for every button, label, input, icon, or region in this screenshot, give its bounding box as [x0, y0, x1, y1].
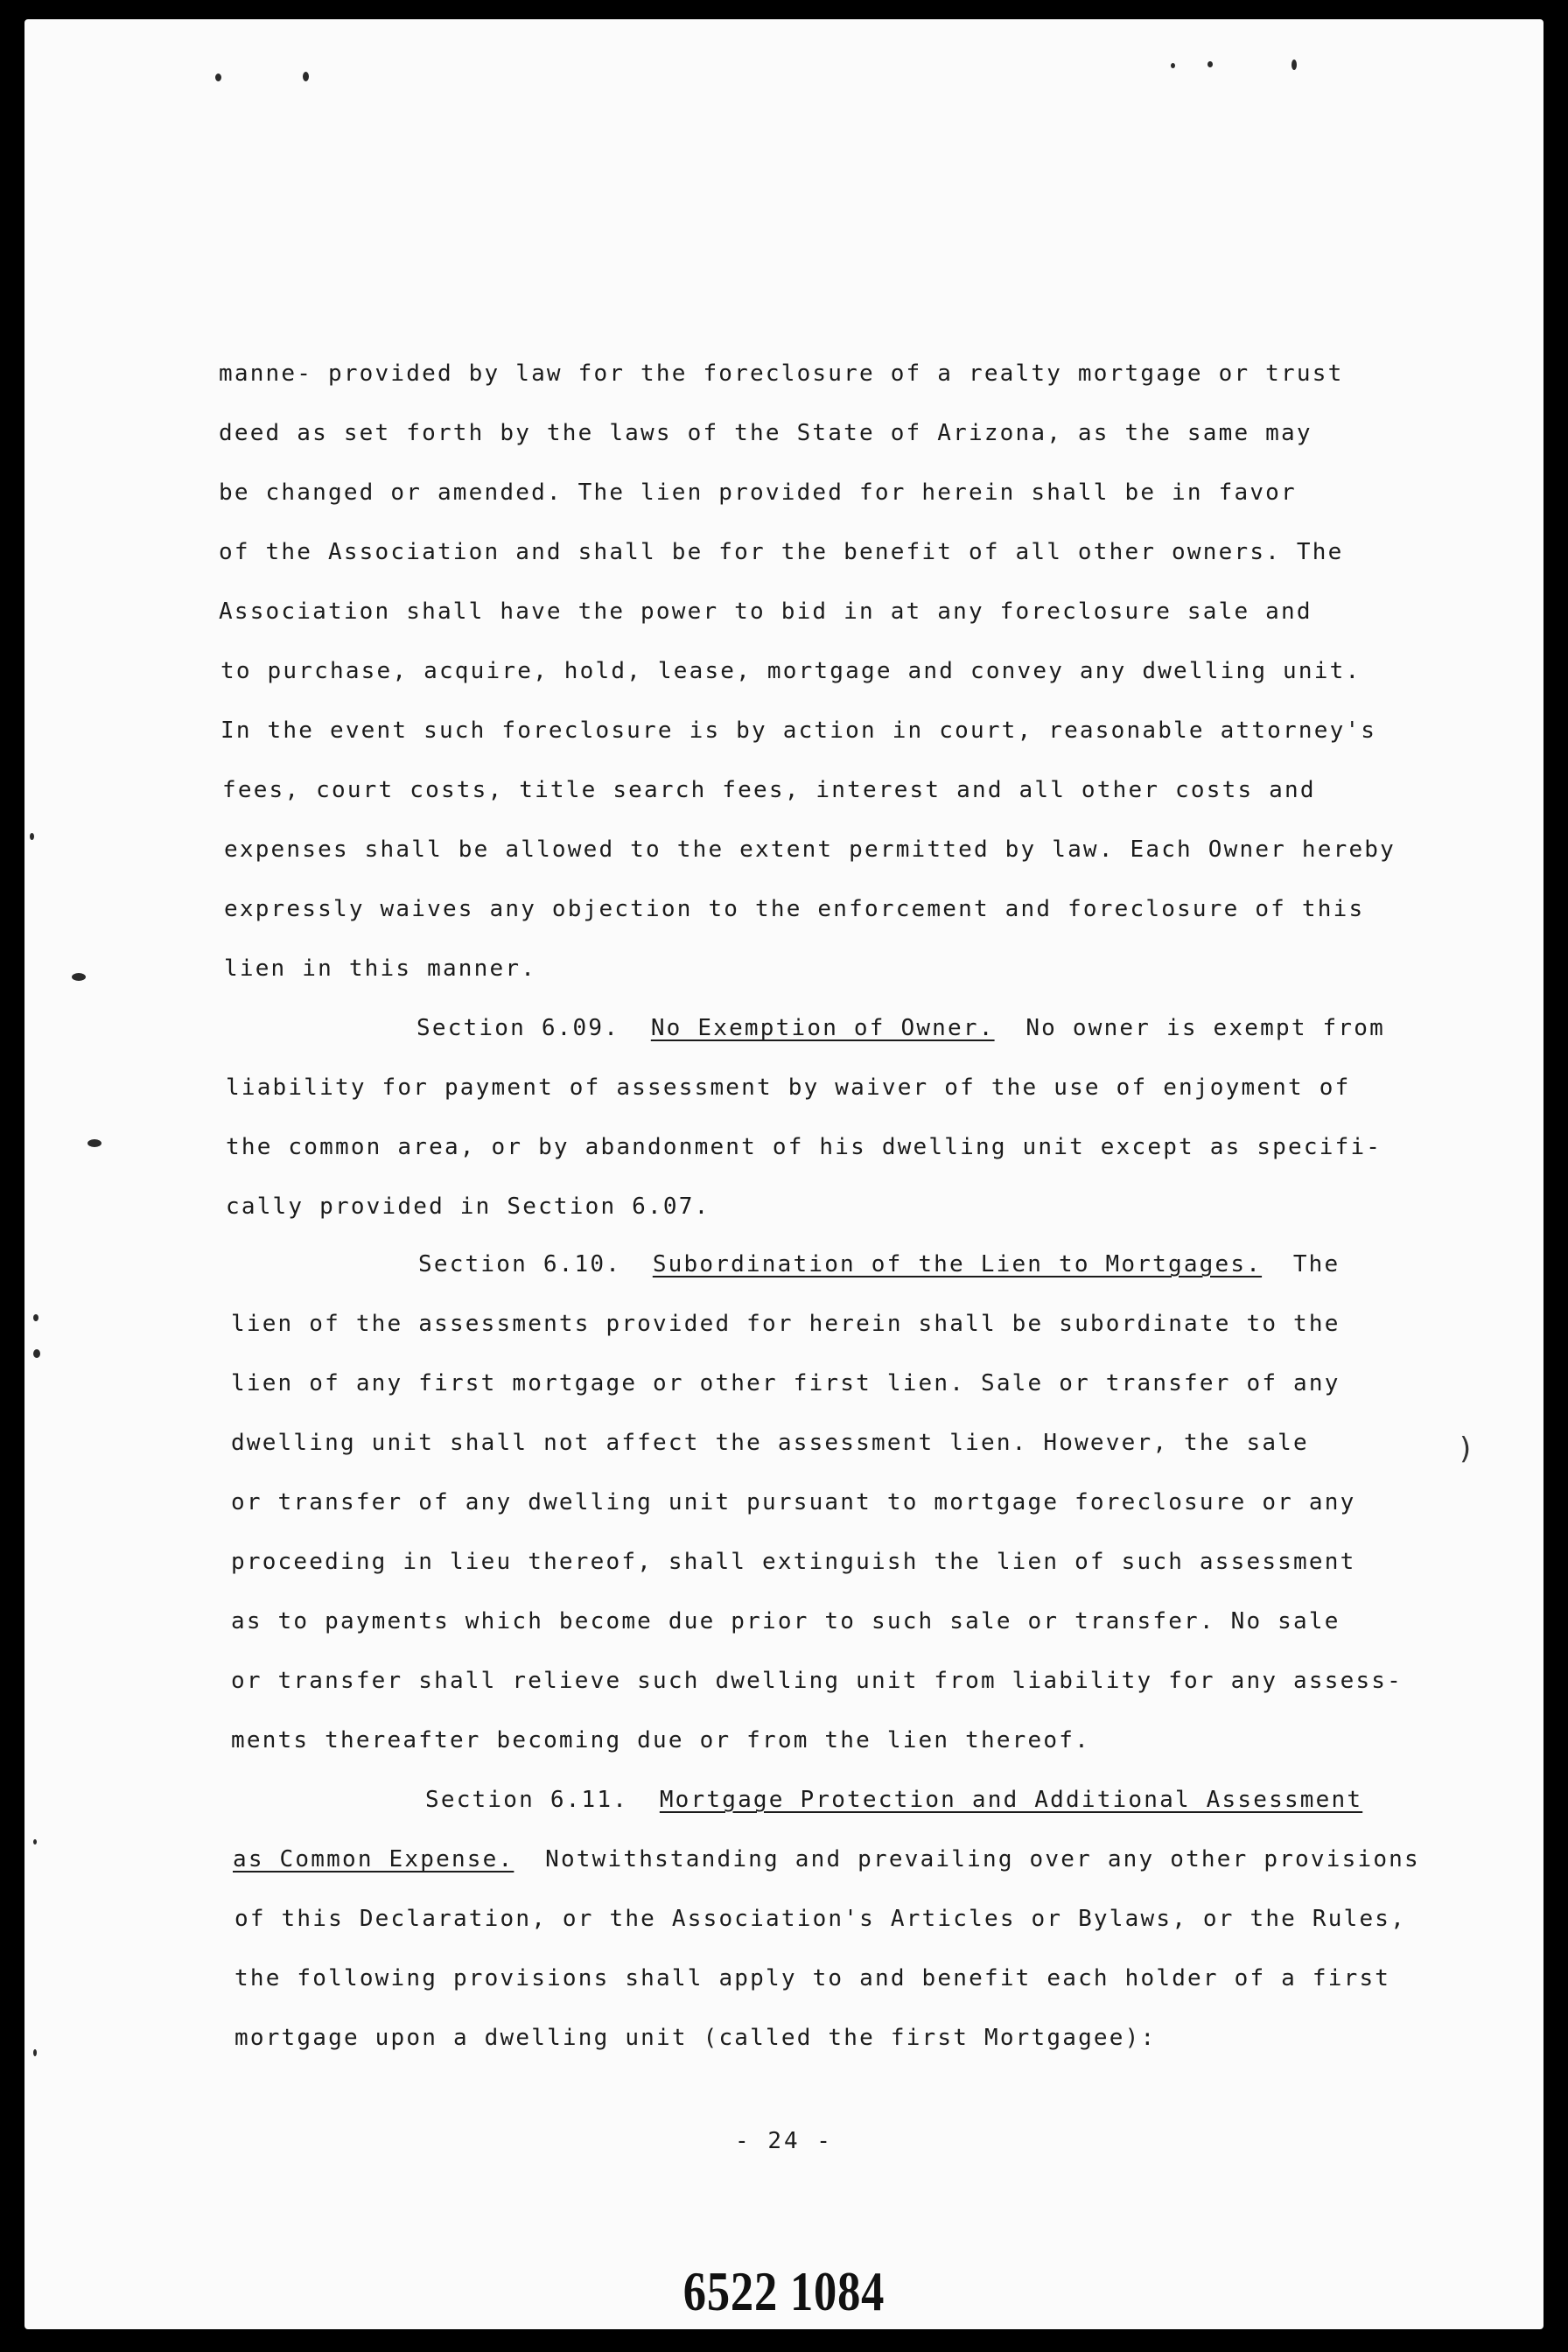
text-line: liability for payment of assessment by waiver of the use of enjoyment of — [226, 1074, 1351, 1101]
section-text: Notwithstanding and prevailing over any other provisions — [545, 1846, 1420, 1872]
text-line: manne- provided by law for the foreclosure of a realty mortgage or trust — [219, 360, 1344, 387]
scan-speck — [33, 1349, 40, 1358]
section-label: Section 6.09. — [416, 1015, 620, 1041]
text-line: expressly waives any objection to the enforcement and foreclosure of this — [224, 896, 1365, 922]
document-page — [24, 19, 1544, 2329]
section-609-first-line — [416, 1015, 1385, 1041]
scan-speck — [33, 1839, 37, 1844]
scan-speck — [30, 833, 34, 840]
text-line: lien in this manner. — [224, 956, 537, 982]
text-line: dwelling unit shall not affect the assessment lien. However, the sale — [231, 1430, 1309, 1456]
section-611-second-line — [233, 1846, 1420, 1872]
section-610-first-line — [418, 1251, 1340, 1278]
text-line: cally provided in Section 6.07. — [226, 1194, 710, 1220]
scan-speck — [303, 72, 309, 81]
text-line: of this Declaration, or the Association's Articles or Bylaws, or the Rules, — [234, 1906, 1406, 1932]
text-line: In the event such foreclosure is by action in court, reasonable attorney's — [220, 718, 1377, 744]
text-line: the following provisions shall apply to and benefit each holder of a first — [234, 1965, 1391, 1992]
page-number: - 24 - — [735, 2128, 833, 2154]
text-line: ments thereafter becoming due or from the lien thereof. — [231, 1727, 1090, 1754]
section-heading-continued: as Common Expense. — [233, 1846, 514, 1872]
section-heading: No Exemption of Owner. — [650, 1015, 995, 1041]
section-text: The — [1292, 1251, 1340, 1278]
text-line: or transfer of any dwelling unit pursuant to mortgage foreclosure or any — [231, 1489, 1356, 1516]
text-line: of the Association and shall be for the benefit of all other owners. The — [219, 539, 1344, 565]
scan-speck — [88, 1139, 102, 1147]
text-line: or transfer shall relieve such dwelling unit from liability for any assess- — [231, 1668, 1403, 1694]
scan-speck — [215, 74, 221, 81]
scan-speck — [1208, 61, 1213, 67]
text-line: the common area, or by abandonment of his dwelling unit except as specifi- — [226, 1134, 1382, 1160]
section-text: No owner is exempt from — [1026, 1015, 1385, 1041]
scan-speck — [1292, 60, 1297, 70]
text-line: lien of the assessments provided for herein shall be subordinate to the — [231, 1311, 1340, 1337]
scan-speck — [1171, 63, 1175, 68]
scan-speck — [33, 2049, 37, 2056]
section-label: Section 6.11. — [425, 1787, 629, 1813]
scan-speck — [72, 973, 86, 981]
text-line: lien of any first mortgage or other first lien. Sale or transfer of any — [231, 1370, 1340, 1396]
text-line: Association shall have the power to bid in at any foreclosure sale and — [219, 598, 1312, 625]
scan-speck — [33, 1314, 38, 1321]
text-line: deed as set forth by the laws of the State of Arizona, as the same may — [219, 420, 1312, 446]
recording-stamp: 6522 1084 — [682, 2260, 886, 2322]
text-line: fees, court costs, title search fees, interest and all other costs and — [222, 777, 1316, 803]
text-line: proceeding in lieu thereof, shall extinguish the lien of such assessment — [231, 1549, 1356, 1575]
text-line: to purchase, acquire, hold, lease, mortgage and convey any dwelling unit. — [220, 658, 1362, 684]
section-heading: Mortgage Protection and Additional Assessment — [659, 1787, 1363, 1813]
text-line: mortgage upon a dwelling unit (called the first Mortgagee): — [234, 2025, 1157, 2051]
section-611-first-line — [425, 1787, 1362, 1813]
section-label: Section 6.10. — [418, 1251, 622, 1278]
section-heading: Subordination of the Lien to Mortgages. — [652, 1251, 1263, 1278]
text-line: be changed or amended. The lien provided for herein shall be in favor — [219, 480, 1297, 506]
text-line: as to payments which become due prior to such sale or transfer. No sale — [231, 1608, 1340, 1634]
text-line: expenses shall be allowed to the extent permitted by law. Each Owner hereby — [224, 836, 1396, 863]
margin-mark: ) — [1460, 1432, 1472, 1466]
